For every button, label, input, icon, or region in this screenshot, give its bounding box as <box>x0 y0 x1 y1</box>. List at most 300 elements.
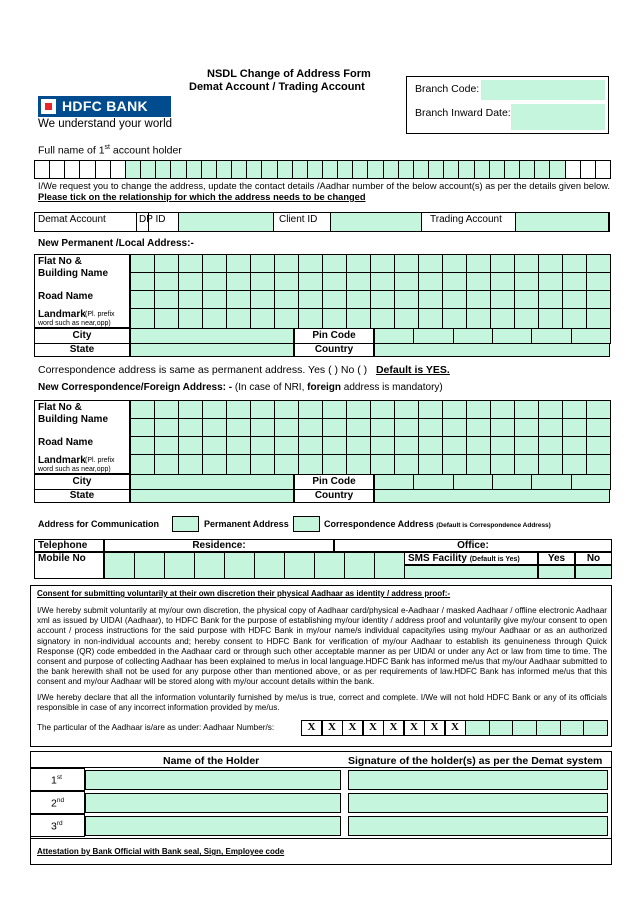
corr-address-cell[interactable] <box>562 454 587 475</box>
perm-address-cell[interactable] <box>442 290 467 309</box>
mobile-digit-cell[interactable] <box>284 552 315 579</box>
trading-field[interactable] <box>515 212 609 232</box>
corr-pin-cell[interactable] <box>531 474 571 490</box>
perm-pin-cell[interactable] <box>453 328 493 344</box>
corr-address-cell[interactable] <box>418 418 443 437</box>
logo-mark-icon <box>41 99 56 114</box>
perm-building-label: Building Name <box>38 268 109 279</box>
perm-address-cell[interactable] <box>586 254 611 273</box>
corr-address-cell[interactable] <box>562 436 587 455</box>
corr-address-cell[interactable] <box>154 436 179 455</box>
corr-address-cell[interactable] <box>250 454 275 475</box>
perm-address-cell[interactable] <box>298 254 323 273</box>
perm-state-label: State <box>69 344 95 355</box>
perm-address-cell[interactable] <box>370 308 395 329</box>
aadhaar-mask-cell: X <box>363 720 384 736</box>
name-char-cell[interactable] <box>504 160 520 179</box>
aadhaar-mask-cell: X <box>404 720 425 736</box>
corr-flat-label: Flat No & <box>38 402 82 413</box>
corr-address-cell[interactable] <box>538 400 563 419</box>
name-char-cell[interactable] <box>580 160 596 179</box>
name-char-cell[interactable] <box>352 160 368 179</box>
name-char-cell[interactable] <box>34 160 50 179</box>
client-id-field[interactable] <box>330 212 422 232</box>
corr-pin-cell[interactable] <box>453 474 493 490</box>
branch-code-label: Branch Code: <box>415 83 480 95</box>
perm-address-cell[interactable] <box>178 308 203 329</box>
perm-address-cell[interactable] <box>442 254 467 273</box>
corr-address-cell[interactable] <box>322 436 347 455</box>
corr-pin-cell[interactable] <box>492 474 532 490</box>
name-char-cell[interactable] <box>474 160 490 179</box>
correspondence-heading: New Correspondence/Foreign Address: - (In case of NRI, foreign address is mandatory) <box>38 382 443 393</box>
name-char-cell[interactable] <box>534 160 550 179</box>
perm-address-cell[interactable] <box>418 254 443 273</box>
name-char-cell[interactable] <box>307 160 323 179</box>
perm-pin-label: Pin Code <box>312 330 356 341</box>
corr-address-cell[interactable] <box>178 418 203 437</box>
name-char-cell[interactable] <box>489 160 505 179</box>
corr-address-cell[interactable] <box>586 454 611 475</box>
corr-address-cell[interactable] <box>322 400 347 419</box>
perm-address-cell[interactable] <box>394 308 419 329</box>
corr-state-field[interactable] <box>130 489 294 503</box>
name-char-cell[interactable] <box>186 160 202 179</box>
corr-building-label: Building Name <box>38 414 109 425</box>
attestation-label: Attestation by Bank Official with Bank seal, Sign, Employee code <box>37 847 285 856</box>
perm-address-cell[interactable] <box>130 272 155 291</box>
corr-address-cell[interactable] <box>394 418 419 437</box>
perm-address-cell[interactable] <box>514 254 539 273</box>
corr-address-cell[interactable] <box>418 454 443 475</box>
corr-address-cell[interactable] <box>226 436 251 455</box>
corr-address-cell[interactable] <box>202 454 227 475</box>
perm-address-cell[interactable] <box>130 290 155 309</box>
perm-address-cell[interactable] <box>394 254 419 273</box>
consent-heading: Consent for submitting voluntarily at their own discretion their physical Aadhaar as identity / address proof:- <box>37 589 451 598</box>
corr-address-cell[interactable] <box>130 436 155 455</box>
perm-address-cell[interactable] <box>154 308 179 329</box>
perm-address-cell[interactable] <box>274 254 299 273</box>
corr-address-cell[interactable] <box>226 418 251 437</box>
consent-paragraph-2: I/We hereby declare that all the information voluntarily furnished by me/us is true, correct and complete. I/We will not hold HDFC Bank or any of its officials responsible in case of any incorrect information provided by me/us. <box>37 693 607 713</box>
corr-city-field[interactable] <box>130 474 294 490</box>
sign-header-divider <box>30 767 612 768</box>
holder-name-field[interactable] <box>85 770 341 790</box>
name-char-cell[interactable] <box>216 160 232 179</box>
yes-label: Yes <box>547 553 566 564</box>
name-char-cell[interactable] <box>64 160 80 179</box>
corr-address-cell[interactable] <box>466 436 491 455</box>
corr-address-cell[interactable] <box>154 400 179 419</box>
hdfc-logo <box>38 96 171 117</box>
perm-city-label: City <box>72 330 92 341</box>
perm-address-cell[interactable] <box>514 308 539 329</box>
name-char-cell[interactable] <box>519 160 535 179</box>
corr-address-cell[interactable] <box>466 454 491 475</box>
perm-address-cell[interactable] <box>562 272 587 291</box>
perm-address-cell[interactable] <box>466 290 491 309</box>
name-header: Name of the Holder <box>163 755 260 767</box>
perm-address-cell[interactable] <box>154 290 179 309</box>
corr-pin-cell[interactable] <box>374 474 414 490</box>
aadhaar-digit-cell[interactable] <box>465 720 490 736</box>
corr-pin-cell[interactable] <box>413 474 453 490</box>
corr-address-cell[interactable] <box>490 418 515 437</box>
name-char-cell[interactable] <box>125 160 141 179</box>
name-char-cell[interactable] <box>140 160 156 179</box>
corr-address-cell[interactable] <box>250 436 275 455</box>
perm-address-cell[interactable] <box>394 290 419 309</box>
perm-country-label: Country <box>314 344 354 355</box>
corr-address-cell[interactable] <box>298 418 323 437</box>
perm-address-cell[interactable] <box>298 290 323 309</box>
dpid-field[interactable] <box>178 212 274 232</box>
aadhaar-digit-cell[interactable] <box>536 720 561 736</box>
name-char-cell[interactable] <box>292 160 308 179</box>
corr-address-cell[interactable] <box>346 454 371 475</box>
form-subtitle: Demat Account / Trading Account <box>189 81 365 93</box>
corr-address-cell[interactable] <box>466 400 491 419</box>
branch-code-field[interactable] <box>481 80 605 100</box>
corr-address-cell[interactable] <box>514 436 539 455</box>
perm-address-cell[interactable] <box>322 254 347 273</box>
corr-address-cell[interactable] <box>562 418 587 437</box>
perm-address-cell[interactable] <box>322 308 347 329</box>
corr-address-cell[interactable] <box>586 400 611 419</box>
name-char-cell[interactable] <box>413 160 429 179</box>
corr-address-cell[interactable] <box>370 400 395 419</box>
holder-signature-field[interactable] <box>348 816 608 836</box>
perm-address-cell[interactable] <box>178 254 203 273</box>
perm-address-cell[interactable] <box>586 272 611 291</box>
corr-address-cell[interactable] <box>514 400 539 419</box>
perm-address-cell[interactable] <box>274 308 299 329</box>
perm-address-cell[interactable] <box>202 308 227 329</box>
perm-address-cell[interactable] <box>154 254 179 273</box>
perm-address-cell[interactable] <box>394 272 419 291</box>
perm-address-cell[interactable] <box>226 308 251 329</box>
sms-label: SMS Facility (Default is Yes) <box>408 553 520 564</box>
name-char-cell[interactable] <box>246 160 262 179</box>
corr-address-cell[interactable] <box>442 400 467 419</box>
mobile-digit-cell[interactable] <box>314 552 345 579</box>
perm-address-cell[interactable] <box>490 290 515 309</box>
perm-country-field[interactable] <box>374 343 610 357</box>
corr-address-cell[interactable] <box>130 418 155 437</box>
perm-address-cell[interactable] <box>490 308 515 329</box>
perm-address-cell[interactable] <box>274 290 299 309</box>
corr-address-cell[interactable] <box>274 418 299 437</box>
client-id-label: Client ID <box>279 214 318 225</box>
name-char-cell[interactable] <box>367 160 383 179</box>
mobile-label: Mobile No <box>38 553 86 564</box>
perm-address-cell[interactable] <box>250 308 275 329</box>
corr-address-cell[interactable] <box>154 418 179 437</box>
corr-address-cell[interactable] <box>346 436 371 455</box>
trading-label: Trading Account <box>430 214 502 225</box>
corr-address-cell[interactable] <box>226 400 251 419</box>
corr-address-cell[interactable] <box>490 454 515 475</box>
aadhaar-mask-cell: X <box>342 720 363 736</box>
perm-address-cell[interactable] <box>178 290 203 309</box>
name-char-cell[interactable] <box>549 160 565 179</box>
communication-label: Address for Communication <box>38 519 160 529</box>
corr-address-cell[interactable] <box>274 400 299 419</box>
corr-state-label: State <box>69 490 95 501</box>
perm-address-cell[interactable] <box>370 254 395 273</box>
corr-country-field[interactable] <box>374 489 610 503</box>
corr-address-cell[interactable] <box>538 436 563 455</box>
logo-text: HDFC BANK <box>62 98 148 114</box>
aadhaar-mask-cell: X <box>424 720 445 736</box>
perm-address-cell[interactable] <box>202 272 227 291</box>
corr-address-cell[interactable] <box>466 418 491 437</box>
perm-road-label: Road Name <box>38 291 94 302</box>
corr-address-cell[interactable] <box>130 454 155 475</box>
corr-pin-cell[interactable] <box>571 474 611 490</box>
aadhaar-mask-cell: X <box>301 720 322 736</box>
corr-address-cell[interactable] <box>322 418 347 437</box>
perm-address-cell[interactable] <box>346 254 371 273</box>
perm-pin-cell[interactable] <box>413 328 453 344</box>
perm-address-cell[interactable] <box>514 272 539 291</box>
name-char-cell[interactable] <box>110 160 126 179</box>
corr-address-cell[interactable] <box>298 436 323 455</box>
perm-pin-cell[interactable] <box>531 328 571 344</box>
holder-number-label: 2nd <box>51 797 65 810</box>
perm-address-cell[interactable] <box>538 308 563 329</box>
perm-landmark-note: (Pl. prefix <box>85 311 115 318</box>
name-char-cell[interactable] <box>201 160 217 179</box>
corr-address-cell[interactable] <box>490 400 515 419</box>
corr-pin-label: Pin Code <box>312 476 356 487</box>
aadhaar-digit-cell[interactable] <box>512 720 537 736</box>
corr-city-label: City <box>72 476 92 487</box>
perm-address-cell[interactable] <box>226 254 251 273</box>
name-char-cell[interactable] <box>322 160 338 179</box>
perm-landmark-label: Landmark <box>38 309 86 320</box>
name-char-cell[interactable] <box>443 160 459 179</box>
perm-address-cell[interactable] <box>586 308 611 329</box>
perm-address-cell[interactable] <box>466 308 491 329</box>
corr-address-cell[interactable] <box>178 454 203 475</box>
residence-label: Residence: <box>192 540 246 551</box>
mobile-digit-cell[interactable] <box>134 552 165 579</box>
holder-number-label: 1st <box>51 774 62 787</box>
holder-signature-field[interactable] <box>348 770 608 790</box>
perm-address-cell[interactable] <box>178 272 203 291</box>
corr-address-cell[interactable] <box>298 400 323 419</box>
mobile-digit-cell[interactable] <box>374 552 405 579</box>
corr-address-cell[interactable] <box>274 454 299 475</box>
perm-address-cell[interactable] <box>322 290 347 309</box>
corr-address-cell[interactable] <box>538 418 563 437</box>
mobile-digit-cell[interactable] <box>254 552 285 579</box>
perm-address-cell[interactable] <box>586 290 611 309</box>
corr-address-cell[interactable] <box>298 454 323 475</box>
perm-pin-cell[interactable] <box>374 328 414 344</box>
perm-address-cell[interactable] <box>418 308 443 329</box>
corr-address-cell[interactable] <box>202 436 227 455</box>
corr-address-cell[interactable] <box>394 400 419 419</box>
perm-address-cell[interactable] <box>274 272 299 291</box>
perm-address-cell[interactable] <box>202 290 227 309</box>
name-char-cell[interactable] <box>565 160 581 179</box>
corr-address-cell[interactable] <box>442 418 467 437</box>
corr-address-cell[interactable] <box>202 418 227 437</box>
perm-address-cell[interactable] <box>562 308 587 329</box>
holder-number-label: 3rd <box>51 820 63 833</box>
corr-address-cell[interactable] <box>538 454 563 475</box>
corr-address-cell[interactable] <box>586 436 611 455</box>
branch-inward-field[interactable] <box>511 104 605 130</box>
corr-address-cell[interactable] <box>178 400 203 419</box>
holder-name-field[interactable] <box>85 793 341 813</box>
perm-address-cell[interactable] <box>490 254 515 273</box>
corr-address-cell[interactable] <box>562 400 587 419</box>
name-char-cell[interactable] <box>398 160 414 179</box>
same-address-text: Correspondence address is same as permanent address. Yes ( ) No ( ) Default is YES. <box>38 364 450 376</box>
perm-address-cell[interactable] <box>418 290 443 309</box>
aadhaar-digit-cell[interactable] <box>489 720 514 736</box>
permanent-comm-label: Permanent Address <box>204 519 289 529</box>
corr-landmark-note: (Pl. prefix <box>85 457 115 464</box>
name-char-cell[interactable] <box>428 160 444 179</box>
corr-address-cell[interactable] <box>442 436 467 455</box>
attestation-divider <box>30 838 612 839</box>
corr-address-cell[interactable] <box>418 400 443 419</box>
perm-address-cell[interactable] <box>322 272 347 291</box>
mobile-digit-cell[interactable] <box>194 552 225 579</box>
corr-address-cell[interactable] <box>250 400 275 419</box>
corr-address-cell[interactable] <box>226 454 251 475</box>
corr-address-cell[interactable] <box>154 454 179 475</box>
sms-no-checkbox[interactable] <box>575 565 612 579</box>
corr-address-cell[interactable] <box>202 400 227 419</box>
corr-address-cell[interactable] <box>514 454 539 475</box>
corr-address-cell[interactable] <box>178 436 203 455</box>
perm-pin-cell[interactable] <box>492 328 532 344</box>
perm-city-field[interactable] <box>130 328 294 344</box>
corr-address-cell[interactable] <box>370 418 395 437</box>
perm-address-cell[interactable] <box>154 272 179 291</box>
name-char-cell[interactable] <box>95 160 111 179</box>
holder-signature-field[interactable] <box>348 793 608 813</box>
corr-address-cell[interactable] <box>274 436 299 455</box>
mobile-digit-cell[interactable] <box>224 552 255 579</box>
corr-address-cell[interactable] <box>514 418 539 437</box>
perm-address-cell[interactable] <box>346 308 371 329</box>
perm-pin-cell[interactable] <box>571 328 611 344</box>
name-char-cell[interactable] <box>79 160 95 179</box>
sms-field[interactable] <box>404 565 538 579</box>
perm-address-cell[interactable] <box>562 290 587 309</box>
perm-address-cell[interactable] <box>298 272 323 291</box>
perm-address-cell[interactable] <box>418 272 443 291</box>
perm-address-cell[interactable] <box>514 290 539 309</box>
perm-address-cell[interactable] <box>250 290 275 309</box>
demat-label: Demat Account <box>38 214 106 225</box>
perm-address-cell[interactable] <box>538 254 563 273</box>
perm-address-cell[interactable] <box>562 254 587 273</box>
perm-address-cell[interactable] <box>466 254 491 273</box>
perm-address-cell[interactable] <box>442 308 467 329</box>
correspondence-comm-label: Correspondence Address (Default is Correspondence Address) <box>324 519 551 529</box>
permanent-comm-checkbox[interactable] <box>172 516 199 532</box>
name-char-cell[interactable] <box>261 160 277 179</box>
corr-address-cell[interactable] <box>442 454 467 475</box>
request-text: I/We request you to change the address, update the contact details /Aadhar number of the below account(s) as per the details given below. Please tick on the relationship for which the address needs to be changed <box>38 181 610 202</box>
name-char-cell[interactable] <box>155 160 171 179</box>
corr-address-cell[interactable] <box>394 436 419 455</box>
corr-address-cell[interactable] <box>394 454 419 475</box>
perm-address-cell[interactable] <box>298 308 323 329</box>
mobile-digit-cell[interactable] <box>344 552 375 579</box>
name-char-cell[interactable] <box>277 160 293 179</box>
perm-state-field[interactable] <box>130 343 294 357</box>
corr-address-cell[interactable] <box>346 400 371 419</box>
mobile-digit-cell[interactable] <box>104 552 135 579</box>
perm-address-cell[interactable] <box>250 254 275 273</box>
perm-address-cell[interactable] <box>226 290 251 309</box>
sms-yes-checkbox[interactable] <box>538 565 575 579</box>
name-char-cell[interactable] <box>231 160 247 179</box>
mobile-digit-cell[interactable] <box>164 552 195 579</box>
name-char-cell[interactable] <box>458 160 474 179</box>
perm-address-cell[interactable] <box>442 272 467 291</box>
corr-address-cell[interactable] <box>130 400 155 419</box>
corr-address-cell[interactable] <box>418 436 443 455</box>
name-char-cell[interactable] <box>170 160 186 179</box>
perm-flat-label: Flat No & <box>38 256 82 267</box>
corr-address-cell[interactable] <box>370 454 395 475</box>
perm-address-cell[interactable] <box>538 272 563 291</box>
name-char-cell[interactable] <box>49 160 65 179</box>
corr-address-cell[interactable] <box>586 418 611 437</box>
corr-road-label: Road Name <box>38 437 94 448</box>
form-title: NSDL Change of Address Form <box>207 68 371 80</box>
perm-address-cell[interactable] <box>346 272 371 291</box>
branch-box <box>406 76 609 134</box>
corr-address-cell[interactable] <box>250 418 275 437</box>
perm-address-cell[interactable] <box>370 272 395 291</box>
name-char-cell[interactable] <box>595 160 611 179</box>
corr-address-cell[interactable] <box>322 454 347 475</box>
corr-landmark-label: Landmark <box>38 455 86 466</box>
name-char-cell[interactable] <box>383 160 399 179</box>
perm-address-cell[interactable] <box>226 272 251 291</box>
holder-name-field[interactable] <box>85 816 341 836</box>
perm-address-cell[interactable] <box>490 272 515 291</box>
perm-address-cell[interactable] <box>202 254 227 273</box>
perm-address-cell[interactable] <box>130 254 155 273</box>
perm-address-cell[interactable] <box>346 290 371 309</box>
aadhaar-digit-cell[interactable] <box>560 720 585 736</box>
perm-address-cell[interactable] <box>130 308 155 329</box>
corr-address-cell[interactable] <box>346 418 371 437</box>
perm-address-cell[interactable] <box>466 272 491 291</box>
perm-address-cell[interactable] <box>538 290 563 309</box>
perm-address-cell[interactable] <box>370 290 395 309</box>
corr-address-cell[interactable] <box>370 436 395 455</box>
sign-header: Signature of the holder(s) as per the Demat system <box>348 755 603 767</box>
aadhaar-digit-cell[interactable] <box>583 720 608 736</box>
perm-address-cell[interactable] <box>250 272 275 291</box>
name-char-cell[interactable] <box>337 160 353 179</box>
corr-address-cell[interactable] <box>490 436 515 455</box>
correspondence-comm-checkbox[interactable] <box>293 516 320 532</box>
